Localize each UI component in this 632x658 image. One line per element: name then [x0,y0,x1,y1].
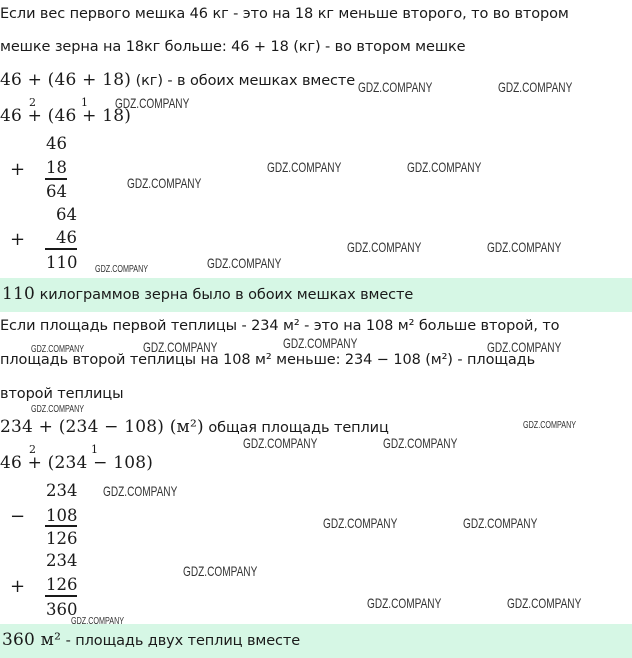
watermark: GDZ.COMPANY [31,404,85,415]
problem2-calc1-b: 108 [46,506,78,525]
problem1-expression [0,70,355,90]
watermark: GDZ.COMPANY [127,175,202,191]
problem2-expression-math: 234 + (234 − 108) (м²) [0,417,204,437]
problem1-order-mark-1: 1 [81,96,88,109]
problem1-expression-text: (кг) - в обоих мешках вместе [131,73,356,89]
problem1-calc1-underline [45,178,67,180]
problem1-line2: мешке зерна на 18кг больше: 46 + 18 (кг) - во втором мешке [0,39,466,55]
watermark: GDZ.COMPANY [283,335,358,351]
watermark: GDZ.COMPANY [463,515,538,531]
problem1-answer-text: килограммов зерна было в обоих мешках вместе [35,287,414,303]
problem1-order-expression: 46 + (46 + 18) [0,106,132,126]
problem1-calc2-operator: + [10,229,26,250]
watermark: GDZ.COMPANY [143,339,218,355]
problem2-answer [2,630,300,650]
watermark: GDZ.COMPANY [347,239,422,255]
problem2-answer-number: 360 м² [2,630,62,650]
problem2-calc2-underline [45,595,77,597]
watermark: GDZ.COMPANY [523,420,577,431]
problem2-calc2-operator: + [10,576,26,597]
problem1-answer-number: 110 [2,284,36,304]
watermark: GDZ.COMPANY [507,595,582,611]
problem2-expression-text: общая площадь теплиц [203,420,389,436]
watermark: GDZ.COMPANY [383,435,458,451]
watermark: GDZ.COMPANY [71,616,125,627]
problem2-expression [0,417,389,437]
watermark: GDZ.COMPANY [31,344,85,355]
watermark: GDZ.COMPANY [115,95,190,111]
problem1-calc1-b: 18 [46,158,67,177]
problem2-order-expression: 46 + (234 − 108) [0,453,154,473]
watermark: GDZ.COMPANY [487,239,562,255]
problem1-answer [2,284,413,304]
watermark: GDZ.COMPANY [367,595,442,611]
problem2-calc1-underline [45,525,77,527]
problem2-calc2-result: 360 [46,600,78,619]
problem2-calc2-a: 234 [46,551,78,570]
problem2-calc1-result: 126 [46,529,78,548]
watermark: GDZ.COMPANY [243,435,318,451]
problem1-calc2-underline [45,248,77,250]
problem1-order-mark-2: 2 [29,96,36,109]
problem1-calc2-result: 110 [46,253,78,272]
watermark: GDZ.COMPANY [207,255,282,271]
problem1-calc2-a: 64 [56,205,77,224]
watermark: GDZ.COMPANY [358,79,433,95]
watermark: GDZ.COMPANY [498,79,573,95]
watermark: GDZ.COMPANY [323,515,398,531]
problem1-expression-math: 46 + (46 + 18) [0,70,132,90]
problem2-calc1-operator: − [10,506,26,527]
problem2-line3: второй теплицы [0,386,124,402]
watermark: GDZ.COMPANY [95,264,149,275]
problem2-line1: Если площадь первой теплицы - 234 м² - это на 108 м² больше второй, то [0,318,560,334]
problem2-calc2-b: 126 [46,575,78,594]
problem2-calc1-a: 234 [46,481,78,500]
problem1-calc1-a: 46 [46,134,67,153]
watermark: GDZ.COMPANY [487,339,562,355]
problem2-answer-text: - площадь двух теплиц вместе [61,633,301,649]
problem1-calc1-operator: + [10,159,26,180]
problem2-order-mark-1: 1 [91,443,98,456]
watermark: GDZ.COMPANY [407,159,482,175]
problem1-calc1-result: 64 [46,182,67,201]
watermark: GDZ.COMPANY [183,563,258,579]
watermark: GDZ.COMPANY [267,159,342,175]
problem2-line2: площадь второй теплицы на 108 м² меньше: 234 − 108 (м²) - площадь [0,352,536,368]
problem1-line1: Если вес первого мешка 46 кг - это на 18 кг меньше второго, то во втором [0,6,569,22]
problem1-calc2-b: 46 [56,228,77,247]
problem2-order-mark-2: 2 [29,443,36,456]
watermark: GDZ.COMPANY [103,483,178,499]
